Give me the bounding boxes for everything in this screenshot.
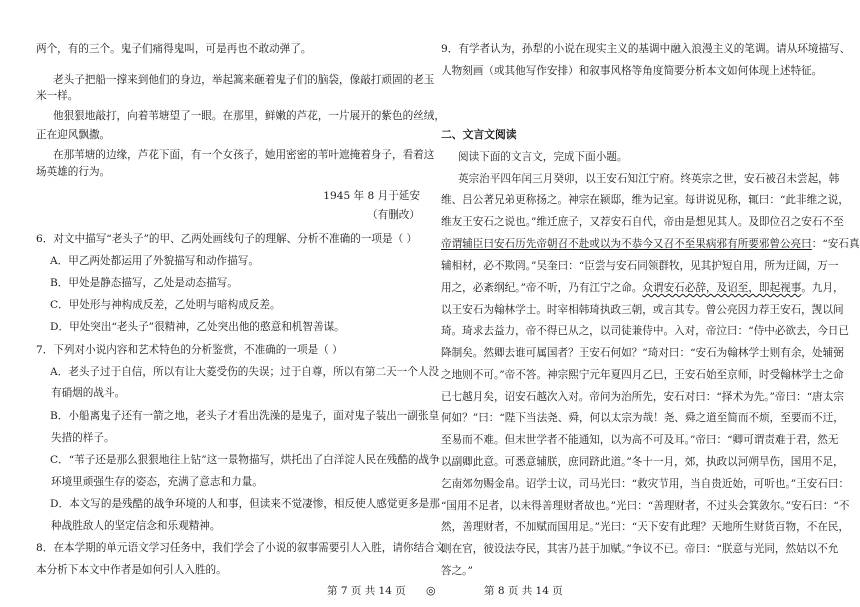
passage-line-marked: [441, 278, 844, 298]
passage-line: 答之。”: [441, 565, 473, 577]
story-line: 他狠狠地敲打，向着苇塘望了一眼。在那里，鲜嫩的芦花，一片展开的紫色的丝绒，: [53, 110, 445, 122]
passage-line: 降制矣。然卿去谁可属国者？王安石何如？”琦对曰：“安石为翰林学士则有余，处辅弼: [441, 347, 844, 359]
question-7-stem: 7．下列对小说内容和艺术特色的分析鉴赏，不准确的一项是（ ）: [36, 344, 343, 356]
question-7-option-a: A．老头子过于自信，所以有让大菱受伤的失误；过于自尊，所以有第二天一个人没: [50, 366, 440, 378]
question-9-stem-cont: 人物刻画（或其他写作安排）和叙事风格等角度简要分析本文如何体现上述特征。: [441, 65, 823, 77]
story-line: 老头子把船一撑来到他们的身边，举起篙来砸着鬼子们的脑袋，像敲打顽固的老玉: [53, 74, 435, 86]
section-instruction: 阅读下面的文言文，完成下面小题。: [458, 151, 628, 163]
story-line: 在那苇塘的边缘，芦花下面，有一个女孩子，她用密密的苇叶遮掩着身子，看着这: [53, 149, 435, 161]
passage-line: 英宗治平四年闰三月癸卯，以王安石知江宁府。终英宗之世，安石被召未尝起，韩: [458, 173, 840, 185]
section-title: 二、文言文阅读: [441, 128, 517, 141]
story-line: 场英雄的行为。: [36, 166, 111, 178]
passage-line: 已七越月矣，诏安石越次入对。帝问为治所先，安石对曰：“择术为先。”帝曰：“唐太宗: [441, 391, 844, 403]
question-7-option-b-cont: 失措的样子。: [51, 432, 115, 444]
passage-line: 何如？”曰：“陛下当法尧、舜，何以太宗为哉！尧、舜之道至简而不烦，至要而不迂，: [441, 412, 844, 424]
passage-line: 辅相材，必不欺罔。”吴奎曰：“臣尝与安石同领群牧，见其护短自用，所为迂阔，万一: [441, 260, 839, 272]
passage-line: 琦。琦求去益力，帝不得已从之，以司徒兼侍中。入对，帝泣曰：“侍中必欲去，今日已: [441, 325, 849, 337]
passage-line: 则在官，彼设法夺民，其害乃甚于加赋。”争议不已。帝曰：“朕意与光同，然姑以不允: [441, 543, 839, 555]
passage-line: “国用不足者，以未得善理财者故也。”光曰：“善理财者，不过头会箕敛尔。”安石曰：“不: [441, 500, 850, 512]
passage-line: 维友王安石之说也。”维迁庶子，又荐安石自代，帝由是想见其人。及即位召之安石不至: [441, 216, 844, 228]
story-line: 正在迎风飘撒。: [36, 129, 111, 141]
question-7-option-c: C．“苇子还是那么狠狠地往上钻”这一景物描写，烘托出了白洋淀人民在残酷的战争: [50, 454, 440, 466]
passage-line: 之地则不可。”帝不答。神宗熙宁元年夏四月乙巳，王安石始至京师，时受翰林学士之命: [441, 369, 844, 381]
question-6-stem: 6．对文中描写“老头子”的甲、乙两处画线句子的理解、分析不准确的一项是（ ）: [36, 233, 418, 245]
question-8-stem: 8．在本学期的单元语文学习任务中，我们学会了小说的叙事需要引人入胜，请你结合文: [36, 542, 446, 554]
question-7-option-c-cont: 环境里顽强生存的姿态，充满了意志和力量。: [51, 476, 263, 488]
passage-line: 以副卿此意。可悉意辅朕，庶同跻此道。”冬十一月，郊，执政以河朔旱伤，国用不足，: [441, 456, 844, 468]
question-7-option-b: B．小船离鬼子还有一箭之地，老头子才看出洗澡的是鬼子，面对鬼子装出一副张皇: [50, 410, 440, 422]
passage-line: 以王安石为翰林学士。时宰相韩琦执政三朝，或言其专。曾公亮因力荐王安石，觊以间: [441, 304, 844, 316]
story-line: 米一样。: [36, 90, 79, 102]
question-6-option-d: D．甲处突出“老头子”很精神，乙处突出他的憨意和机智善谋。: [50, 321, 345, 333]
question-6-option-b: B．甲处是静态描写，乙处是动态描写。: [50, 277, 238, 289]
passage-line: 乞南郊勿赐金帛。诏学士议，司马光曰：“救灾节用，当自贵近始，可听也。”王安石曰：: [441, 478, 850, 490]
passage-line-underlined: [441, 234, 860, 254]
source-date: 1945 年 8 月于延安: [323, 190, 420, 202]
question-6-option-c: C．甲处形与神构成反差，乙处明与暗构成反差。: [50, 299, 281, 311]
question-7-option-a-cont: 有硝烟的战斗。: [51, 387, 126, 399]
question-7-option-d-cont: 种战胜敌人的坚定信念和乐观精神。: [51, 520, 221, 532]
passage-line: 维、吕公著兄弟更称扬之。神宗在颍邸，维为记室。每讲说见称，辄曰：“此非维之说，: [441, 194, 849, 206]
source-note: （有删改）: [367, 209, 420, 221]
question-7-option-d: D．本文写的是残酷的战争环境的人和事，但读来不觉凄惨，相反使人感觉更多是那: [50, 498, 440, 510]
underlined-sentence: 帝谓辅臣曰安石历先帝朝召不赴或以为不恭今又召不至果病邪有所要邪曾公亮曰: [441, 238, 812, 250]
question-6-option-a: A．甲乙两处都运用了外貌描写和动作描写。: [50, 255, 259, 267]
passage-line: 至易而不难。但末世学者不能通知，以为高不可及耳。”帝曰：“卿可谓责难于君，然无: [441, 434, 839, 446]
question-8-stem-cont: 本分析下本文中作者是如何引人入胜的。: [36, 564, 227, 576]
story-line: 两个，有的三个。鬼子们痛得鬼叫，可是再也不敢动弹了。: [36, 43, 312, 55]
passage-text: ：“安石真: [811, 238, 860, 250]
center-mark-icon: ◎: [426, 584, 436, 597]
question-9-stem: 9．有学者认为，孙犁的小说在现实主义的基调中融入浪漫主义的笔调。请从环境描写、: [441, 43, 851, 55]
passage-text: 用之，必紊纲纪。”帝不听，乃有江宁之命。: [441, 282, 643, 294]
wavy-underlined-sentence: 众谓安石必辞，及诏至，即起视事: [642, 282, 802, 294]
passage-line: 然，善理财者，不加赋而国用足。”光曰：“天下安有此理？天地所生财货百物，不在民，: [441, 521, 850, 533]
passage-text: 。九月，: [801, 282, 844, 294]
page-number-left: 第 7 页 共 14 页: [327, 585, 406, 597]
page-number-right: 第 8 页 共 14 页: [484, 585, 563, 597]
